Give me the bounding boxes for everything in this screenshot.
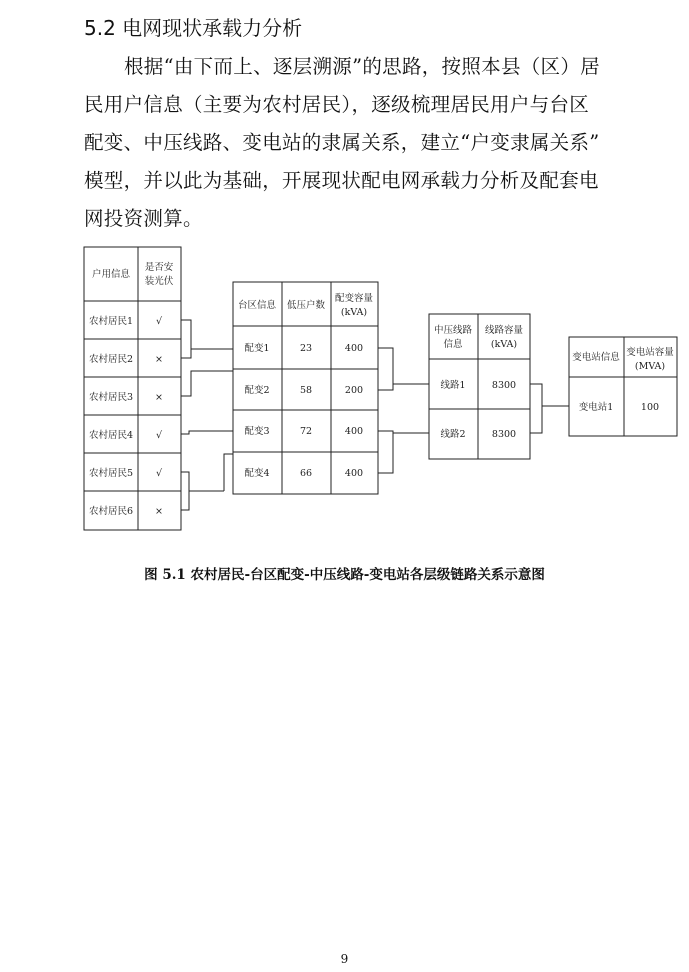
users-header-pv-2: 装光伏 (144, 276, 174, 287)
paragraph-line: 网投资测算。 (84, 207, 203, 230)
line-name: 线路1 (440, 380, 466, 391)
user-pv-flag: √ (155, 430, 163, 441)
user-name: 农村居民6 (88, 506, 134, 517)
users-header-pv-1: 是否安 (144, 262, 174, 273)
paragraph-line: 民用户信息（主要为农村居民），逐级梳理居民用户与台区 (84, 93, 590, 116)
page-number: 9 (340, 952, 349, 966)
user-pv-flag: × (155, 354, 163, 365)
transformer-name: 配变2 (244, 385, 270, 396)
transformer-capacity: 400 (344, 426, 364, 437)
transformer-header-capacity: 配变容量 (334, 293, 374, 304)
line-header-info-1: 中压线路 (433, 325, 473, 336)
user-name: 农村居民3 (88, 392, 134, 403)
line-name: 线路2 (440, 429, 466, 440)
line-capacity: 8300 (491, 380, 517, 391)
line-header-capacity: 线路容量 (484, 325, 524, 336)
connector-transformers-to-lines (378, 348, 429, 473)
user-pv-flag: √ (155, 468, 163, 479)
user-name: 农村居民2 (88, 354, 134, 365)
transformer-households: 58 (299, 385, 313, 396)
connector-users-to-transformers (181, 320, 233, 510)
users-table-frame (84, 247, 181, 530)
user-pv-flag: √ (155, 316, 163, 327)
line-header-unit: (kVA) (490, 339, 518, 350)
transformer-name: 配变3 (244, 426, 270, 437)
transformer-name: 配变1 (244, 343, 270, 354)
user-name: 农村居民4 (88, 430, 134, 441)
user-pv-flag: × (155, 506, 163, 517)
paragraph-line: 配变、中压线路、变电站的隶属关系，建立“户变隶属关系” (84, 131, 600, 154)
line-capacity: 8300 (491, 429, 517, 440)
transformer-header-info: 台区信息 (237, 300, 277, 311)
transformer-households: 66 (299, 468, 313, 479)
transformer-capacity: 400 (344, 343, 364, 354)
transformer-name: 配变4 (244, 468, 270, 479)
user-name: 农村居民1 (88, 316, 134, 327)
transformer-households: 23 (299, 343, 313, 354)
transformer-header-unit: (kVA) (340, 307, 368, 318)
transformer-capacity: 200 (344, 385, 364, 396)
substation-capacity: 100 (640, 402, 660, 413)
line-header-info-2: 信息 (443, 339, 463, 350)
transformer-capacity: 400 (344, 468, 364, 479)
figure-caption: 图 5.1 农村居民-台区配变-中压线路-变电站各层级链路关系示意图 (144, 567, 545, 583)
users-header-info: 户用信息 (91, 269, 131, 280)
connector-lines-to-substation (530, 384, 569, 433)
substation-header-capacity: 变电站容量 (626, 347, 674, 358)
transformer-header-households: 低压户数 (286, 300, 326, 311)
substation-header-info: 变电站信息 (572, 352, 620, 363)
substation-name: 变电站1 (578, 402, 614, 413)
transformer-households: 72 (299, 426, 313, 437)
user-pv-flag: × (155, 392, 163, 403)
section-heading: 5.2 电网现状承载力分析 (84, 16, 303, 40)
user-name: 农村居民5 (88, 468, 134, 479)
paragraph-line: 模型，并以此为基础，开展现状配电网承载力分析及配套电 (84, 169, 599, 192)
paragraph-line: 根据“由下而上、逐层溯源”的思路，按照本县（区）居 (124, 55, 600, 78)
substation-header-unit: (MVA) (634, 361, 666, 372)
